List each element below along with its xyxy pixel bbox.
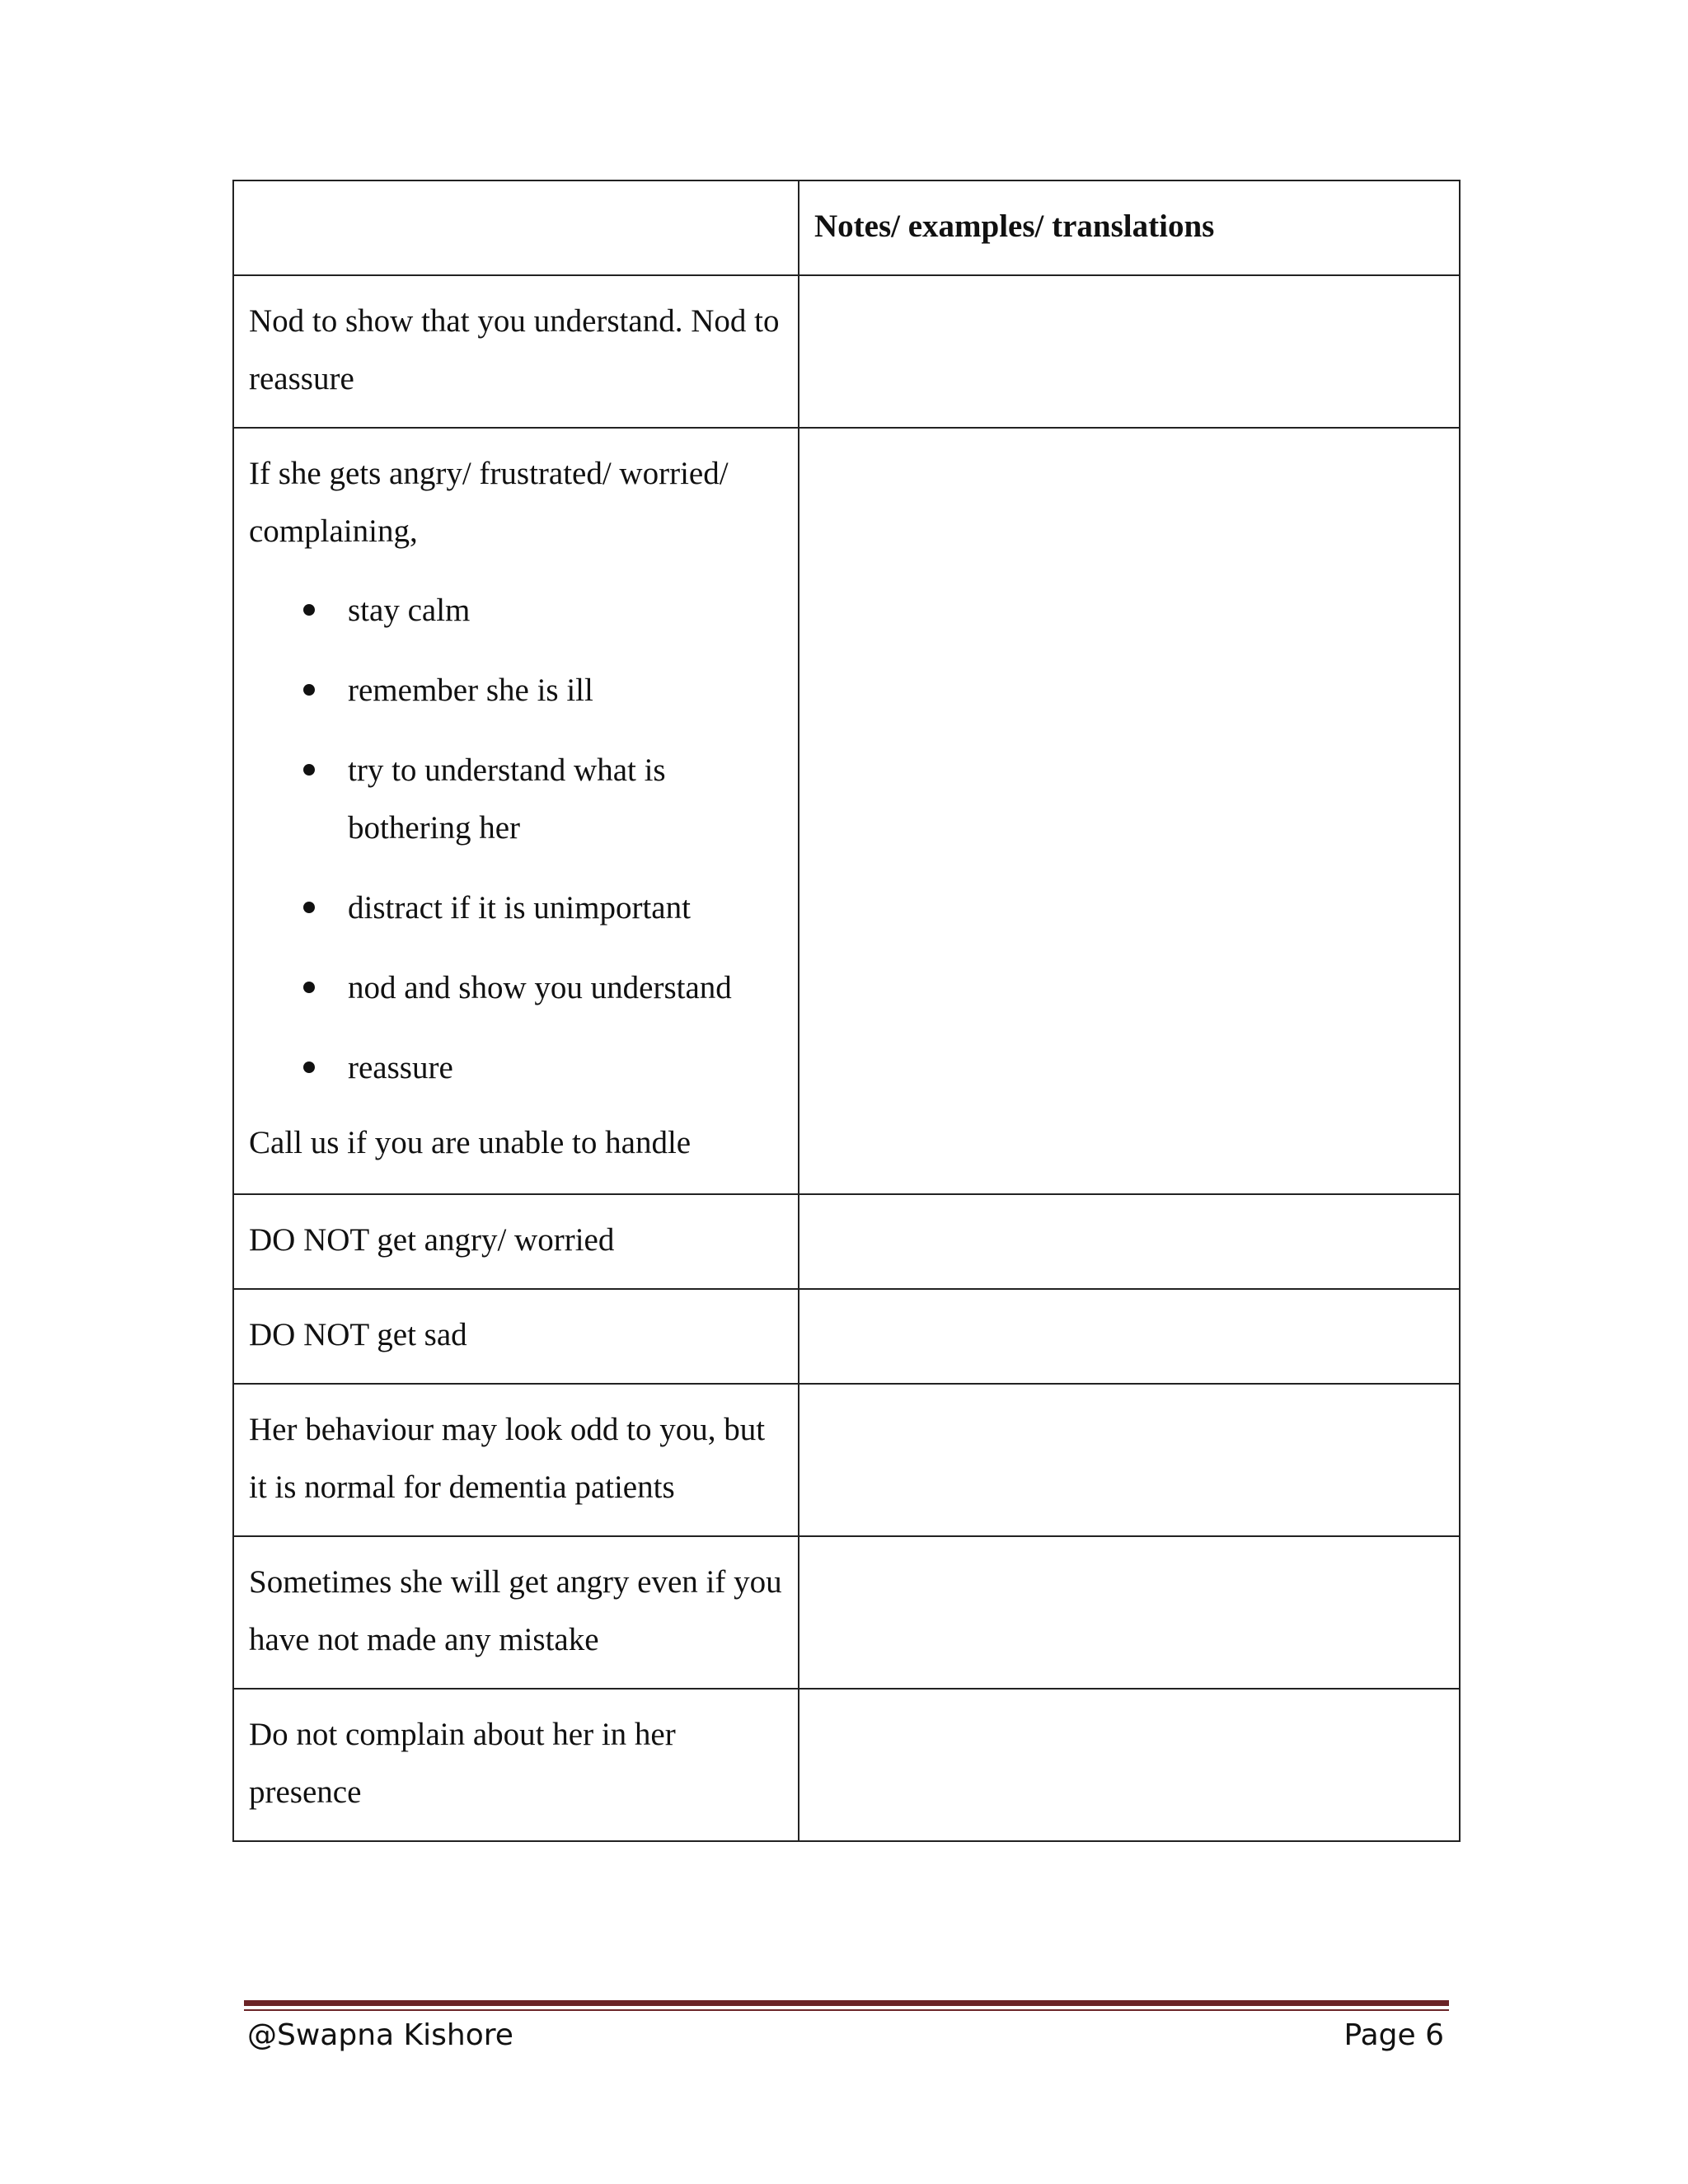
list-item-text: try to understand what is bothering her <box>348 752 666 846</box>
notes-cell <box>799 1289 1460 1384</box>
bullet-icon <box>303 764 315 776</box>
instruction-cell: Sometimes she will get angry even if you have not made any mistake <box>233 1536 799 1689</box>
instruction-cell <box>233 428 799 1194</box>
list-item <box>249 1039 783 1097</box>
list-item <box>249 742 783 857</box>
bullet-list <box>249 582 783 1097</box>
table-row <box>233 1289 1460 1384</box>
table-row <box>233 428 1460 1194</box>
footer-page-number: Page 6 <box>1343 2018 1444 2052</box>
table-row <box>233 1384 1460 1536</box>
table-row <box>233 1536 1460 1689</box>
instruction-intro: If she gets angry/ frustrated/ worried/ complaining, <box>249 456 729 549</box>
header-left-cell <box>233 180 799 275</box>
list-item <box>249 959 783 1017</box>
list-item <box>249 662 783 719</box>
table-row <box>233 1194 1460 1289</box>
notes-table <box>232 180 1461 1842</box>
list-item-text: reassure <box>348 1050 453 1085</box>
bullet-icon <box>303 604 315 616</box>
instruction-cell: DO NOT get sad <box>233 1289 799 1384</box>
table-row <box>233 1689 1460 1841</box>
notes-cell <box>799 428 1460 1194</box>
bullet-icon <box>303 902 315 913</box>
bullet-icon <box>303 982 315 993</box>
instruction-cell: Her behaviour may look odd to you, but it is normal for dementia patients <box>233 1384 799 1536</box>
list-item <box>249 879 783 937</box>
list-item-text: distract if it is unimportant <box>348 890 691 926</box>
footer-divider-thin <box>244 2009 1449 2011</box>
instruction-cell: Do not complain about her in her presence <box>233 1689 799 1841</box>
instruction-cell: Nod to show that you understand. Nod to reassure <box>233 275 799 428</box>
list-item-text: nod and show you understand <box>348 970 732 1005</box>
footer-divider <box>244 2000 1449 2006</box>
footer-author: @Swapna Kishore <box>247 2018 513 2052</box>
header-notes-cell: Notes/ examples/ translations <box>799 180 1460 275</box>
instruction-closing: Call us if you are unable to handle <box>249 1125 692 1160</box>
notes-cell <box>799 1384 1460 1536</box>
table-row <box>233 275 1460 428</box>
list-item-text: remember she is ill <box>348 673 593 708</box>
instruction-cell: DO NOT get angry/ worried <box>233 1194 799 1289</box>
list-item <box>249 582 783 640</box>
table-header-row <box>233 180 1460 275</box>
bullet-icon <box>303 684 315 696</box>
notes-cell <box>799 275 1460 428</box>
list-item-text: stay calm <box>348 593 471 628</box>
notes-cell <box>799 1194 1460 1289</box>
notes-cell <box>799 1536 1460 1689</box>
bullet-icon <box>303 1062 315 1073</box>
notes-cell <box>799 1689 1460 1841</box>
